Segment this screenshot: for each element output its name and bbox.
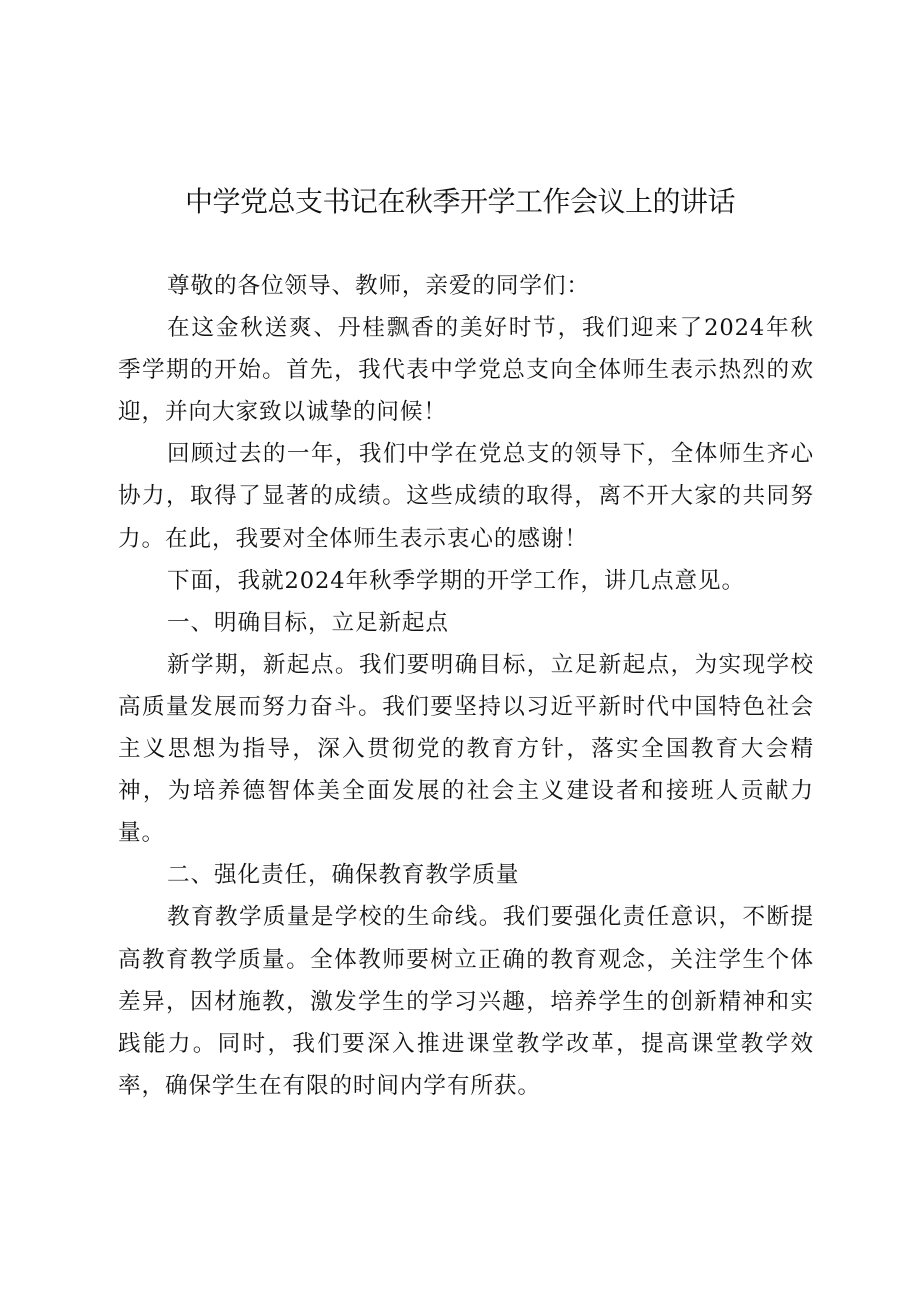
document-title: 中学党总支书记在秋季开学工作会议上的讲话 [184,185,735,218]
document-body [118,265,814,1107]
review-paragraph: 回顾过去的一年，我们中学在党总支的领导下，全体师生齐心协力，取得了显著的成绩。这些成绩的取得，离不开大家的共同努力。在此，我要对全体师生表示衷心的感谢！ [118,441,814,552]
transition-paragraph: 下面，我就2024年秋季学期的开学工作，讲几点意见。 [167,567,745,594]
opening-paragraph: 在这金秋送爽、丹桂飘香的美好时节，我们迎来了2024年秋季学期的开始。首先，我代表中学党总支向全体师生表示热烈的欢迎，并向大家致以诚挚的问候！ [118,315,814,426]
section-2-paragraph: 教育教学质量是学校的生命线。我们要强化责任意识，不断提高教育教学质量。全体教师要树立正确的教育观念，关注学生个体差异，因材施教，激发学生的学习兴趣，培养学生的创新精神和实践能力。同时，我们要深入推进课堂教学改革，提高课堂教学效率，确保学生在有限的时间内学有所获。 [118,904,814,1099]
section-1-paragraph: 新学期，新起点。我们要明确目标，立足新起点，为实现学校高质量发展而努力奋斗。我们要坚持以习近平新时代中国特色社会主义思想为指导，深入贯彻党的教育方针，落实全国教育大会精神，为培养德智体美全面发展的社会主义建设者和接班人贡献力量。 [118,651,814,847]
salutation-paragraph: 尊敬的各位领导、教师，亲爱的同学们： [167,273,590,299]
section-heading-2: 二、强化责任，确保教育教学质量 [167,862,520,889]
section-heading-1: 一、明确目标，立足新起点 [167,609,449,636]
